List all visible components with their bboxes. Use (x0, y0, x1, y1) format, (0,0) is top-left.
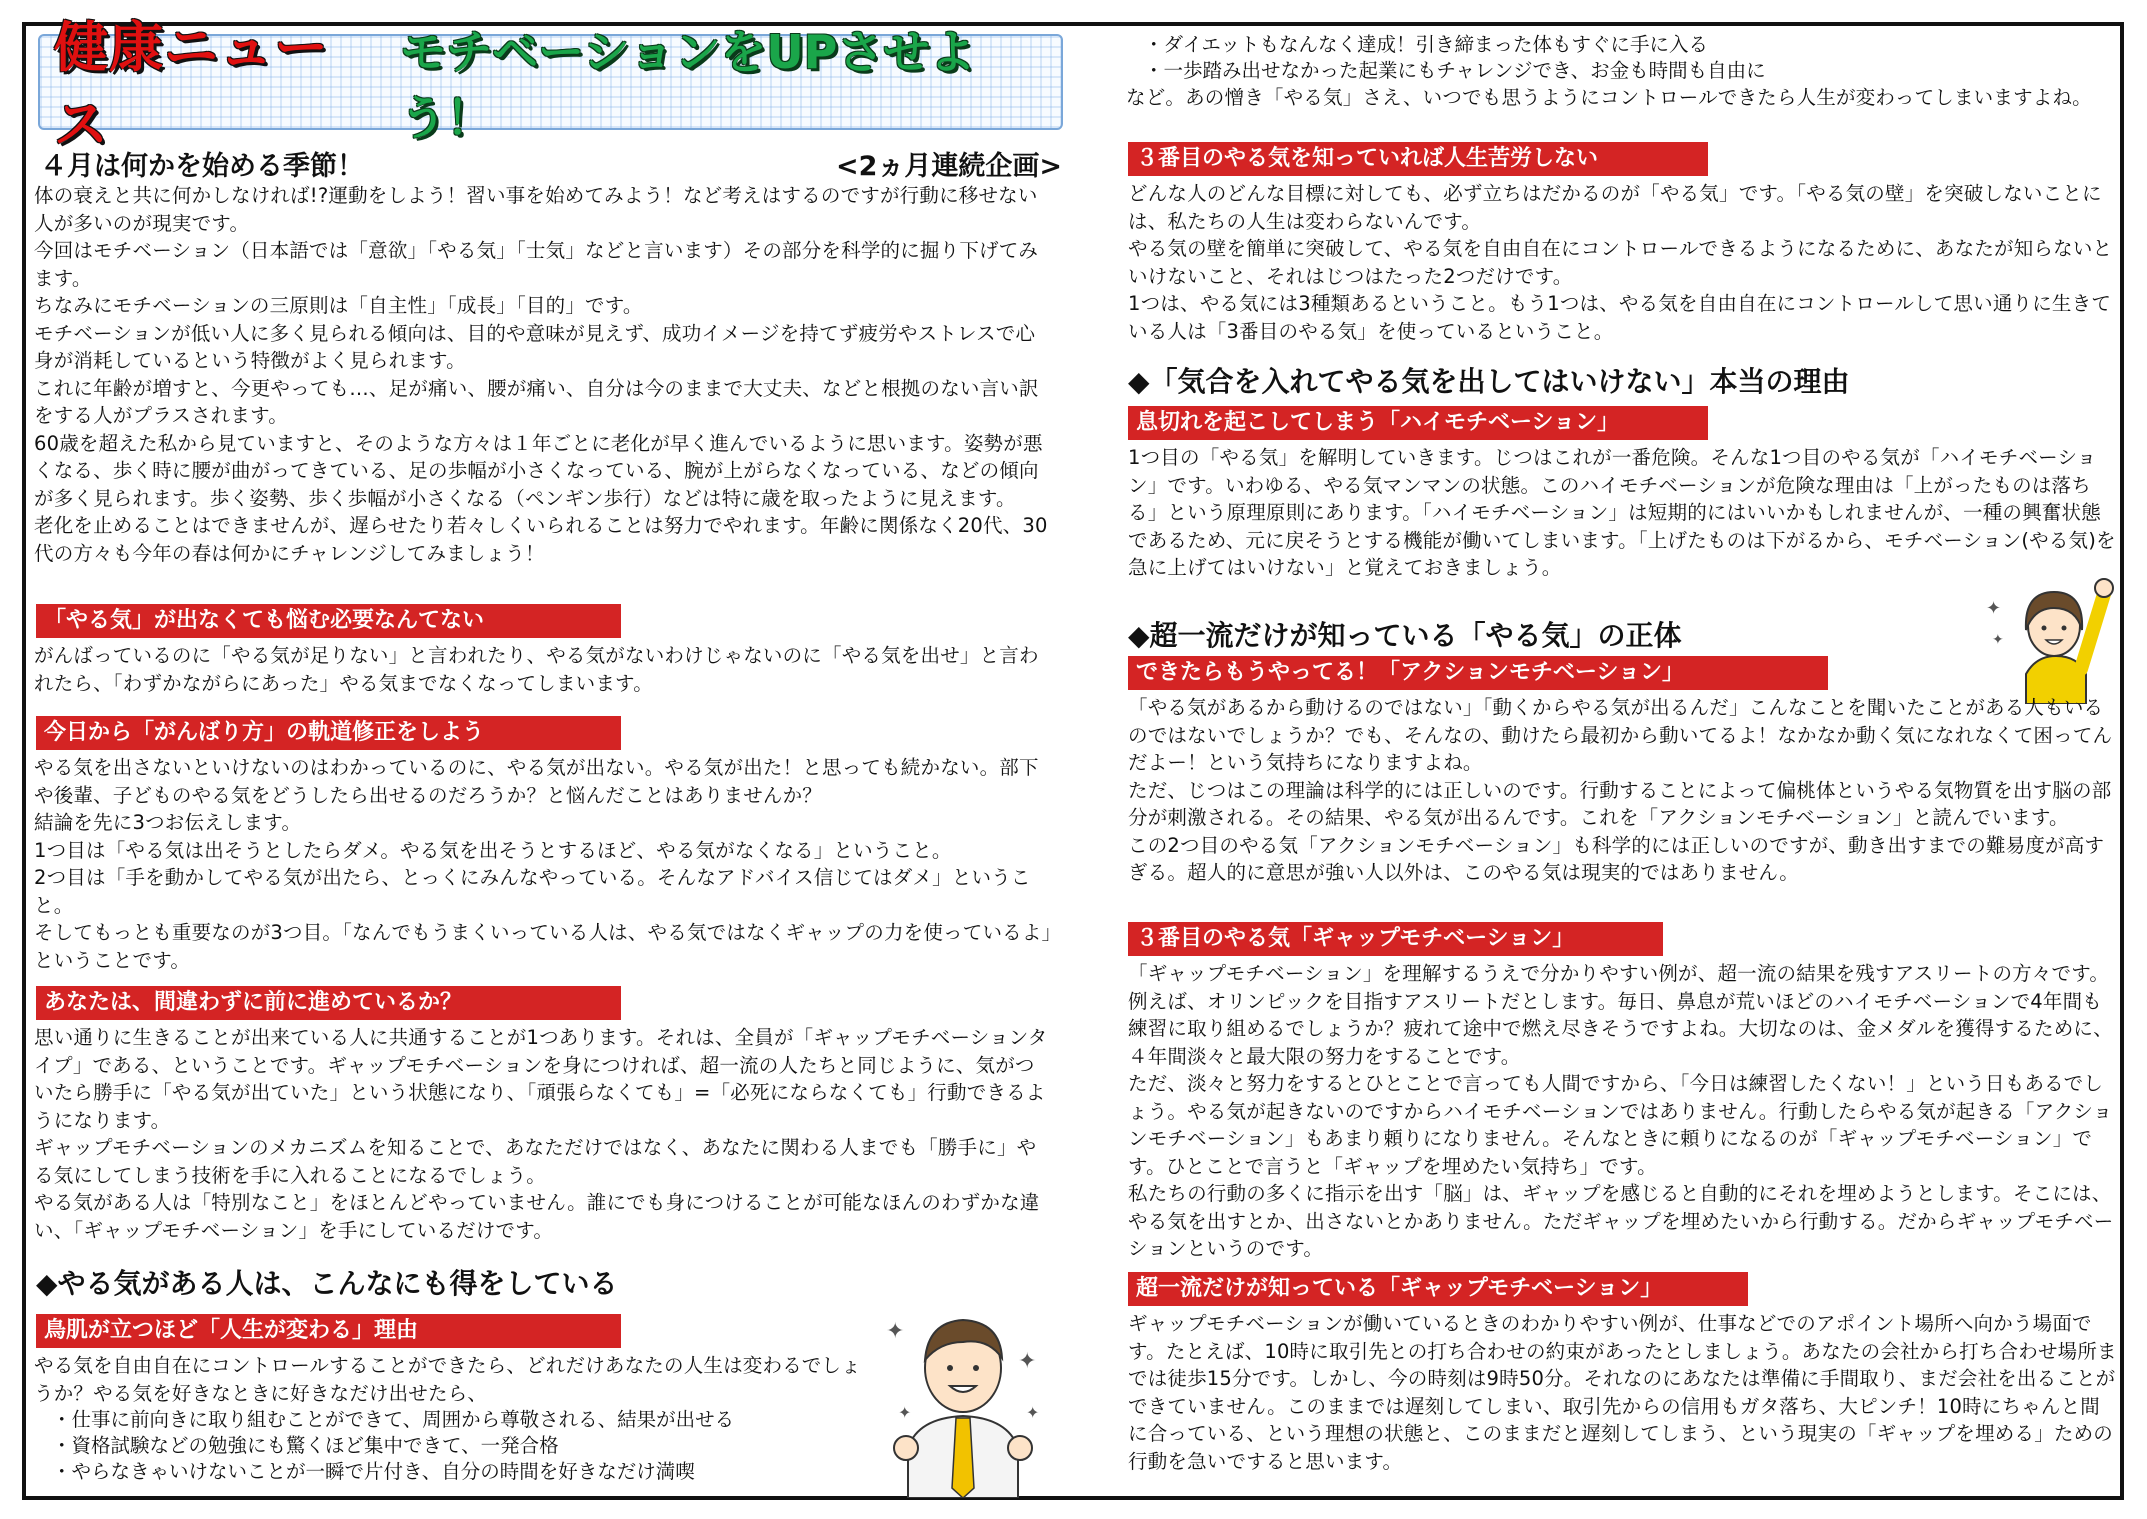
title-banner (38, 16, 1063, 156)
section-heading: 今日から「がんばり方」の軌道修正をしよう (36, 716, 621, 750)
diamond-heading: ◆やる気がある人は、こんなにも得をしている (36, 1267, 618, 1300)
intro-paragraph: モチベーションが低い人に多く見られる傾向は、目的や意味が見えず、成功イメージを持てず疲労やストレスで心身が消耗しているという特徴がよく見られます。 (34, 321, 1036, 372)
section-paragraph: など。あの憎き「やる気」さえ、いつでも思うようにコントロールできたら人生が変わってしまいますよね。 (1126, 86, 2092, 109)
section-paragraph: ただ、淡々と努力をするとひとことで言っても人間ですから、「今日は練習したくない！」という日もあるでしょう。やる気が起きないのですからハイモチベーションではありません。行動したらやる気が起きる「アクションモチベーション」もあまり頼りになりません。そんなときに頼りになるのが「ギャップモチベーション」です。ひとことで言うと「ギャップを埋めたい気持ち」です。 (1128, 1072, 2113, 1178)
section-paragraph: 結論を先に3つお伝えします。 (34, 811, 302, 834)
section-paragraph: 「ギャップモチベーション」を理解するうえで分かりやすい例が、超一流の結果を残すアスリートの方々です。例えば、オリンピックを目指すアスリートだとします。毎日、鼻息が荒いほどのハイモチベーションで4年間も練習に取り組めるでしょうか？疲れて途中で燃え尽きそうですよね。大切なのは、金メダルを獲得するために、４年間淡々と最大限の努力をすることです。 (1128, 962, 2113, 1068)
banner-subtitle: モチベーションをUPさせよう！ (400, 25, 976, 145)
section-heading: できたらもうやってる！「アクションモチベーション」 (1128, 656, 1828, 690)
section-paragraph: 1つは、やる気には3種類あるということ。もう1つは、やる気を自由自在にコントロールして思い通りに生きている人は「3番目のやる気」を使っているということ。 (1128, 292, 2112, 343)
section-paragraph: やる気がある人は「特別なこと」をほとんどやっていません。誰にでも身につけることが可能なほんのわずかな違い、「ギャップモチベーション」を手にしているだけです。 (34, 1191, 1040, 1242)
intro-paragraph: 60歳を超えた私から見ていますと、そのような方々は１年ごとに老化が早く進んでいるように思います。姿勢が悪くなる、歩く時に腰が曲がってきている、足の歩幅が小さくなっている、腕が上がらなくなっている、などの傾向が多く見られます。歩く姿勢、歩く歩幅が小さくなる（ペンギン歩行）などは特に歳を取ったように見えます。 (34, 431, 1043, 510)
section-heading: 超一流だけが知っている「ギャップモチベーション」 (1128, 1272, 1748, 1306)
cheering-man-illustration (878, 1298, 1048, 1498)
intro-body (34, 182, 1054, 567)
section-paragraph: ギャップモチベーションが働いているときのわかりやすい例が、仕事などでのアポイント場所へ向かう場面です。たとえば、10時に取引先との打ち合わせの約束があったとしましょう。あなたの会社から打ち合わせ場所までは徒歩15分です。しかし、今の時刻は9時50分。それなのにあなたは準備に手間取り、まだ会社を出ることができていません。このままでは遅刻してしまい、取引先からの信用もガタ落ち、大ピンチ！10時にちゃんと間に合っている、という理想の状態と、このままだと遅刻してしまう、という現実の「ギャップを埋める」ための行動を急いですると思います。 (1128, 1312, 2117, 1473)
svg-text:✦: ✦ (1026, 1403, 1040, 1422)
benefit-item: ・資格試験などの勉強にも驚くほど集中できて、一発合格 (52, 1434, 559, 1457)
section-heading: 鳥肌が立つほど「人生が変わる」理由 (36, 1314, 621, 1348)
section-paragraph: ギャップモチベーションのメカニズムを知ることで、あなただけではなく、あなたに関わる人までも「勝手に」やる気にしてしまう技術を手に入れることになるでしょう。 (34, 1136, 1037, 1187)
newsletter-frame (22, 16, 2124, 1500)
benefit-item: ・一歩踏み出せなかった起業にもチャレンジでき、お金も時間も自由に (1144, 59, 1766, 82)
section-paragraph: やる気の壁を簡単に突破して、やる気を自由自在にコントロールできるようになるために、あなたが知らないといけないこと、それはじつはたった2つだけです。 (1128, 237, 2113, 288)
banner-title: 健康ニュース (54, 16, 329, 156)
section-body (34, 1024, 1054, 1244)
intro-paragraph: これに年齢が増すと、今更やっても…、足が痛い、腰が痛い、自分は今のままで大丈夫、などと根拠のない言い訳をする人がプラスされます。 (34, 376, 1039, 427)
benefit-item: ・やらなきゃいけないことが一瞬で片付き、自分の時間を好きなだけ満喫 (52, 1460, 695, 1483)
section-paragraph: やる気を出さないといけないのはわかっているのに、やる気が出ない。やる気が出た！と思っても続かない。部下や後輩、子どものやる気をどうしたら出せるのだろうか？と悩んだことはありませんか？ (34, 756, 1039, 807)
section-paragraph: どんな人のどんな目標に対しても、必ず立ちはだかるのが「やる気」です。「やる気の壁」を突破しないことには、私たちの人生は変わらないんです。 (1128, 182, 2102, 233)
section-paragraph: そしてもっとも重要なのが3つ目。「なんでもうまくいっている人は、やる気ではなくギャップの力を使っているよ」ということです。 (34, 921, 1052, 972)
intro-paragraph: ちなみにモチベーションの三原則は「自主性」「成長」「目的」です。 (34, 294, 643, 317)
section-body (1126, 32, 2116, 112)
svg-text:✦: ✦ (886, 1319, 905, 1344)
section-body (34, 754, 1054, 974)
diamond-heading: ◆超一流だけが知っている「やる気」の正体 (1128, 619, 1682, 652)
section-paragraph: やる気を自由自在にコントロールすることができたら、どれだけあなたの人生は変わるでしょうか？やる気を好きなときに好きなだけ出せたら、 (34, 1354, 861, 1405)
intro-header (40, 144, 1062, 183)
section-heading: 「やる気」が出なくても悩む必要なんてない (36, 604, 621, 638)
benefit-item: ・ダイエットもなんなく達成！引き締まった体もすぐに手に入る (1144, 33, 1708, 56)
section-paragraph: 私たちの行動の多くに指示を出す「脳」は、ギャップを感じると自動的にそれを埋めようとします。そこには、やる気を出すとか、出さないとかありません。ただギャップを埋めたいから行動する。だからギャップモチベーションというのです。 (1128, 1182, 2114, 1260)
svg-text:✦: ✦ (1018, 1349, 1037, 1374)
intro-paragraph: 今回はモチベーション（日本語では「意欲」「やる気」「士気」などと言います）その部分を科学的に掘り下げてみます。 (34, 239, 1039, 290)
section-paragraph: 「やる気があるから動けるのではない」「動くからやる気が出るんだ」こんなことを聞いたことがある人もいるのではないでしょうか？でも、そんなの、動けたら最初から動いてるよ！なかなか動く気になれなくて困ってんだよー！という気持ちになりますよね。 (1128, 696, 2113, 774)
section-body (1128, 694, 2118, 887)
section-body (1128, 1310, 2118, 1475)
section-body (1128, 960, 2118, 1263)
section-body (1128, 444, 2118, 582)
svg-text:✦: ✦ (1992, 632, 2004, 648)
series-label: <2ヵ月連続企画> (835, 151, 1062, 182)
section-paragraph: 思い通りに生きることが出来ている人に共通することが1つあります。それは、全員が「ギャップモチベーションタイプ」である、ということです。ギャップモチベーションを身につければ、超一流の人たちと同じように、気がついたら勝手に「やる気が出ていた」という状態になり、「頑張らなくても」=「必死にならなくても」行動できるようになります。 (34, 1026, 1048, 1132)
section-paragraph: 1つ目の「やる気」を解明していきます。じつはこれが一番危険。そんな1つ目のやる気が「ハイモチベーション」です。いわゆる、やる気マンマンの状態。このハイモチベーションが危険な理由は「上がったものは落ちる」という原理原則にあります。「ハイモチベーション」は短期的にはいいかもしれませんが、一種の興奮状態であるため、元に戻そうとする機能が働いてしまいます。「上げたものは下がるから、モチベーション(やる気)を急に上げてはいけない」と覚えておきましょう。 (1128, 446, 2116, 579)
section-paragraph: 2つ目は「手を動かしてやる気が出たら、とっくにみんなやっている。そんなアドバイス信じてはダメ」ということ。 (34, 866, 1031, 917)
section-body (34, 642, 1054, 697)
intro-heading: ４月は何かを始める季節！ (40, 151, 364, 182)
section-heading: ３番目のやる気を知っていれば人生苦労しない (1128, 142, 1708, 176)
section-paragraph: 1つ目は「やる気は出そうとしたらダメ。やる気を出そうとするほど、やる気がなくなる」ということ。 (34, 838, 952, 862)
intro-paragraph: 老化を止めることはできませんが、遅らせたり若々しくいられることは努力でやれます。年齢に関係なく20代、30代の方々も今年の春は何かにチャレンジしてみましょう！ (34, 514, 1048, 565)
benefit-item: ・仕事に前向きに取り組むことができて、周囲から尊敬される、結果が出せる (52, 1408, 735, 1431)
section-paragraph: がんばっているのに「やる気が足りない」と言われたり、やる気がないわけじゃないのに「やる気を出せ」と言われたら、「わずかながらにあった」やる気までなくなってしまいます。 (34, 644, 1039, 695)
section-body (34, 1352, 874, 1485)
svg-text:✦: ✦ (898, 1403, 912, 1422)
section-paragraph: ただ、じつはこの理論は科学的には正しいのです。行動することによって偏桃体というやる気物質を出す脳の部分が刺激される。その結果、やる気が出るんです。これを「アクションモチベーション」と読んでいます。 (1128, 778, 2112, 829)
svg-text:✦: ✦ (1986, 598, 2002, 619)
section-paragraph: この2つ目のやる気「アクションモチベーション」も科学的には正しいのですが、動き出すまでの難易度が高すぎる。超人的に意思が強い人以外は、このやる気は現実的ではありません。 (1128, 833, 2105, 884)
section-heading: 息切れを起こしてしまう「ハイモチベーション」 (1128, 406, 1708, 440)
diamond-heading: ◆「気合を入れてやる気を出してはいけない」本当の理由 (1128, 365, 1850, 398)
intro-paragraph: 体の衰えと共に何かしなければ!?運動をしよう！習い事を始めてみよう！など考えはするのですが行動に移せない人が多いのが現実です。 (34, 184, 1038, 235)
section-heading: ３番目のやる気「ギャップモチベーション」 (1128, 922, 1663, 956)
cheering-woman-illustration (1986, 574, 2116, 704)
section-body (1128, 180, 2118, 345)
section-heading: あなたは、間違わずに前に進めているか？ (36, 986, 621, 1020)
